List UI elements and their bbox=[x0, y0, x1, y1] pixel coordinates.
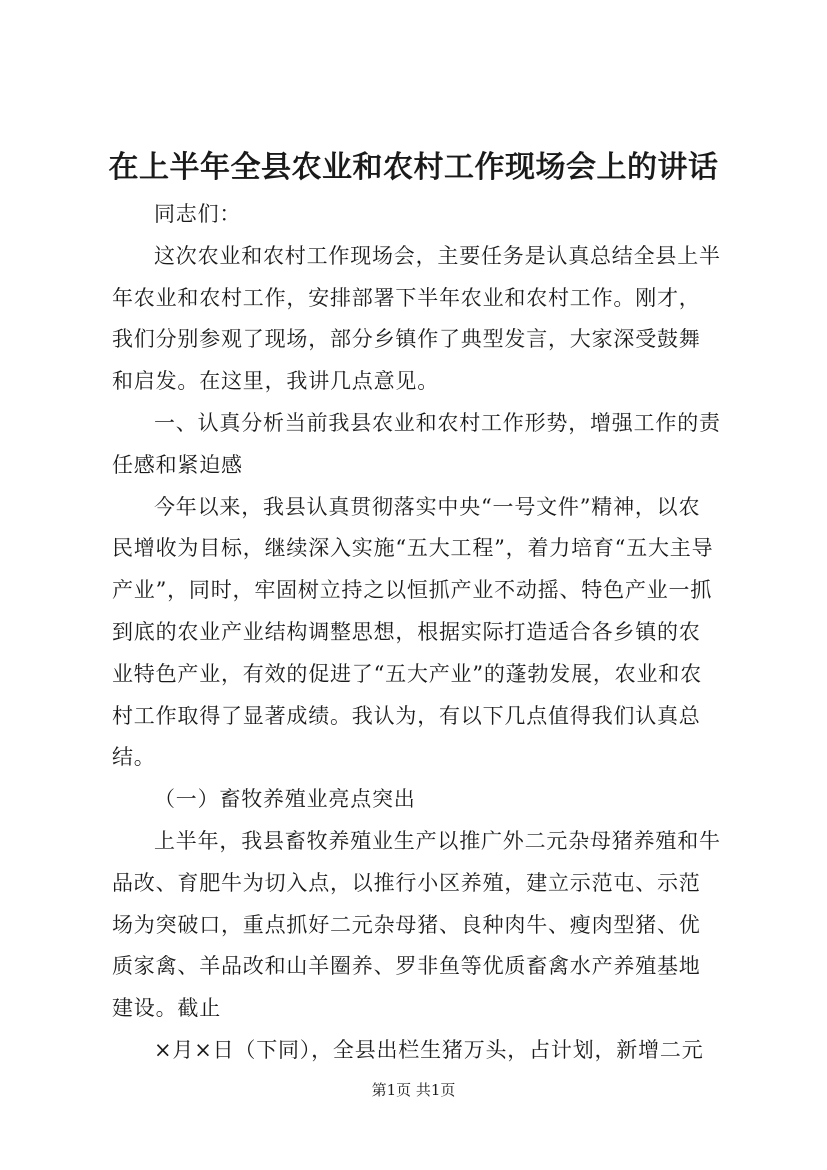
document-title: 在上半年全县农业和农村工作现场会上的讲话 bbox=[108, 150, 719, 185]
section-heading-1: 一、认真分析当前我县农业和农村工作形势，增强工作的责任感和紧迫感 bbox=[112, 410, 721, 477]
paragraph-situation: 今年以来，我县认真贯彻落实中央“一号文件”精神，以农民增收为目标，继续深入实施“五大工程”，着力培育“五大主导产业”，同时，牢固树立持之以恒抓产业不动摇、特色产业一抓到底的农业产业结构调整思想，根据实际打造适合各乡镇的农业特色产业，有效的促进了“五大产业”的蓬勃发展，农业和农村工作取得了显著成绩。我认为，有以下几点值得我们认真总结。 bbox=[112, 494, 714, 770]
document-body bbox=[112, 194, 722, 1072]
page-footer: 第1页 共1页 bbox=[371, 1081, 456, 1099]
paragraph-statistics: ×月×日（下同），全县出栏生猪万头，占计划，新增二元 bbox=[154, 1037, 704, 1062]
paragraph-intro: 这次农业和农村工作现场会，主要任务是认真总结全县上半年农业和农村工作，安排部署下半年农业和农村工作。刚才，我们分别参观了现场，部分乡镇作了典型发言，大家深受鼓舞和启发。在这里，我讲几点意见。 bbox=[112, 243, 721, 394]
subsection-heading-1: （一）畜牧养殖业亮点突出 bbox=[154, 787, 416, 812]
salutation: 同志们： bbox=[154, 202, 242, 226]
paragraph-livestock: 上半年，我县畜牧养殖业生产以推广外二元杂母猪养殖和牛品改、育肥牛为切入点，以推行小区养殖，建立示范屯、示范场为突破口，重点抓好二元杂母猪、良种肉牛、瘦肉型猪、优质家禽、羊品改和山羊圈养、罗非鱼等优质畜禽水产养殖基地建设。截止 bbox=[112, 828, 721, 1021]
